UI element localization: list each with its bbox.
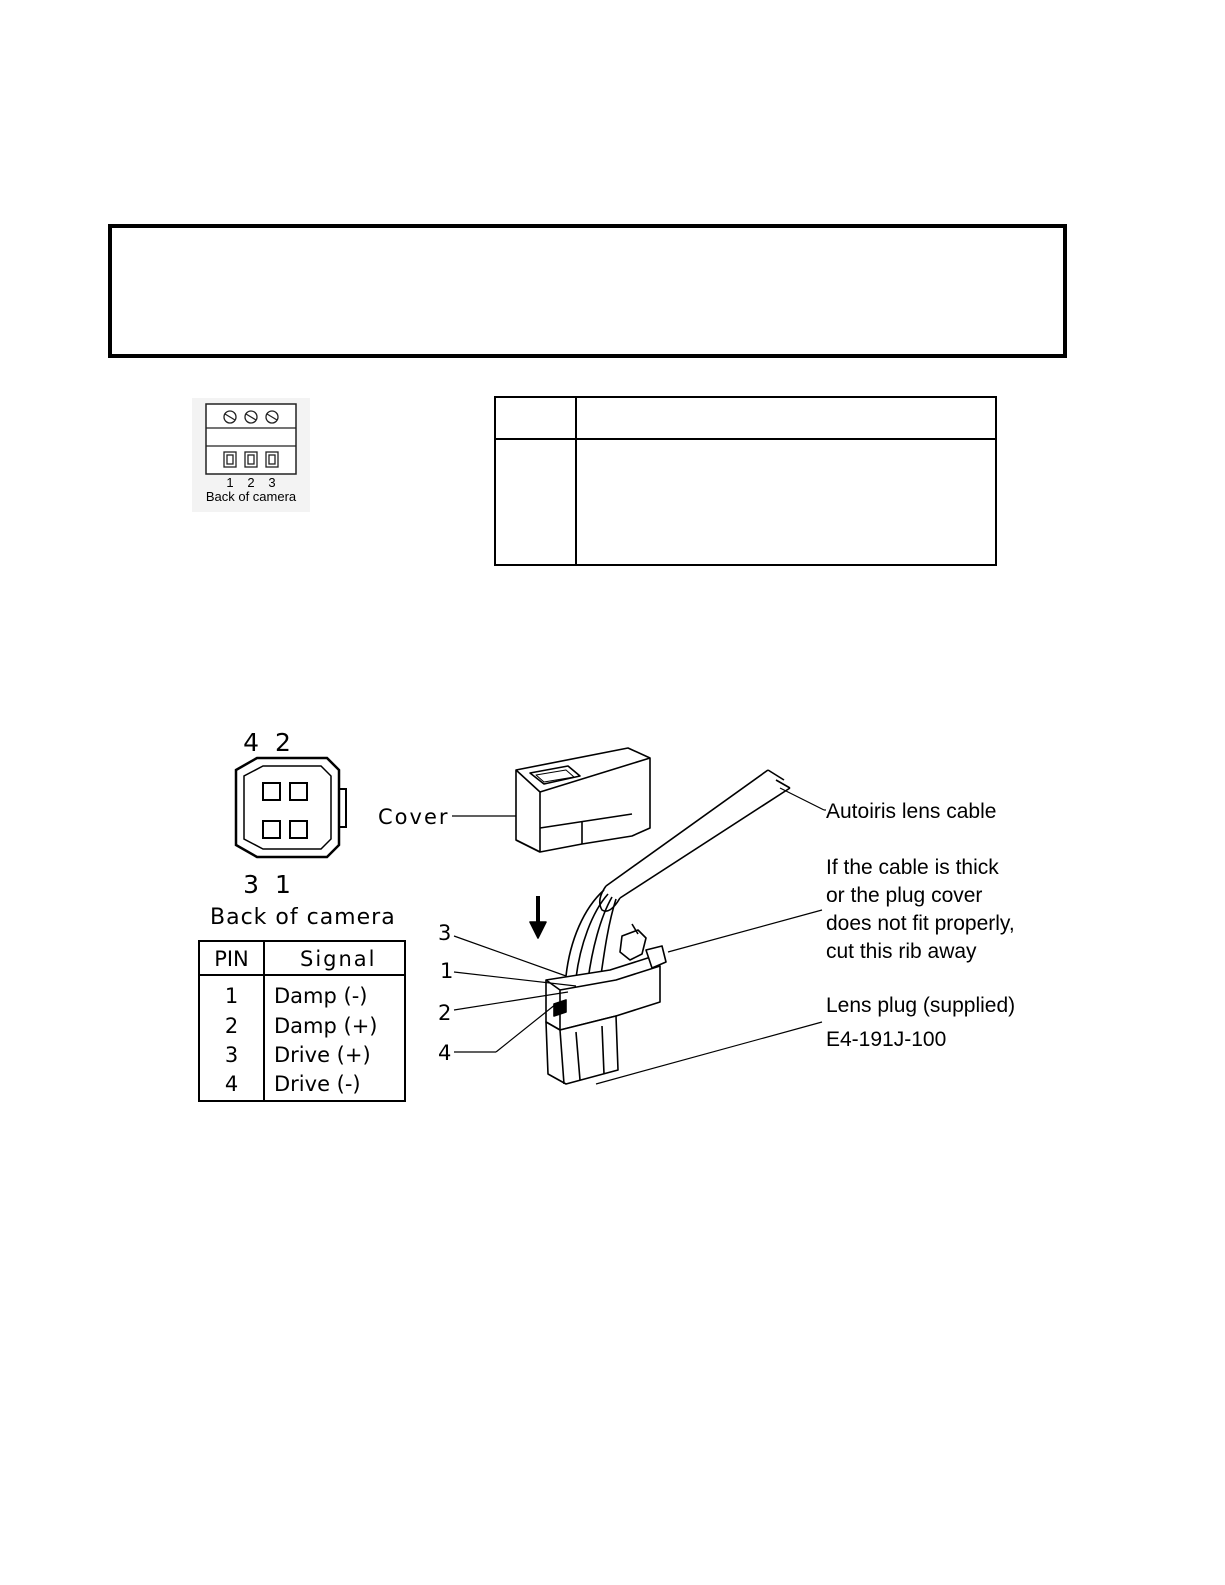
rib-note-line: or the plug cover	[826, 884, 983, 907]
table-row-signal: Drive (+)	[274, 1043, 371, 1067]
connector-caption: Back of camera	[210, 905, 396, 930]
connector-bottom-pins: 3 1	[243, 870, 291, 899]
table-row-pin: 1	[224, 984, 239, 1008]
terminal-block-image	[192, 398, 310, 512]
terminal-pin-2: 2	[247, 475, 255, 490]
plug-part-number: E4-191J-100	[826, 1028, 947, 1051]
table-row-pin: 4	[224, 1072, 239, 1096]
table-row-pin: 2	[224, 1014, 239, 1038]
upper-pin-table	[494, 396, 997, 566]
connector-face-diagram	[225, 725, 360, 930]
rib-note-line: cut this rib away	[826, 940, 977, 963]
signal-header: Signal	[300, 947, 377, 971]
rib-note-line: If the cable is thick	[826, 856, 999, 879]
wire-number-2: 2	[438, 1001, 452, 1025]
table-row-signal: Damp (+)	[274, 1014, 378, 1038]
terminal-pin-1: 1	[226, 475, 234, 490]
cable-label: Autoiris lens cable	[826, 800, 997, 823]
screw-icon	[224, 411, 278, 423]
lens-plug-diagram	[370, 740, 1040, 1100]
table-row-signal: Damp (-)	[274, 984, 368, 1008]
connector-top-pins: 4 2	[243, 728, 291, 757]
wire-number-1: 1	[440, 959, 454, 983]
cover-label: Cover	[378, 805, 450, 829]
rib-note-line: does not fit properly,	[826, 912, 1015, 935]
terminal-pin-3: 3	[268, 475, 276, 490]
plug-label: Lens plug (supplied)	[826, 994, 1016, 1017]
table-row-pin: 3	[224, 1043, 239, 1067]
table-row-signal: Drive (-)	[274, 1072, 361, 1096]
wire-number-3: 3	[438, 921, 452, 945]
wire-number-4: 4	[438, 1041, 452, 1065]
terminal-caption: Back of camera	[205, 489, 297, 504]
header-box	[108, 224, 1067, 358]
pin-header: PIN	[214, 947, 249, 971]
